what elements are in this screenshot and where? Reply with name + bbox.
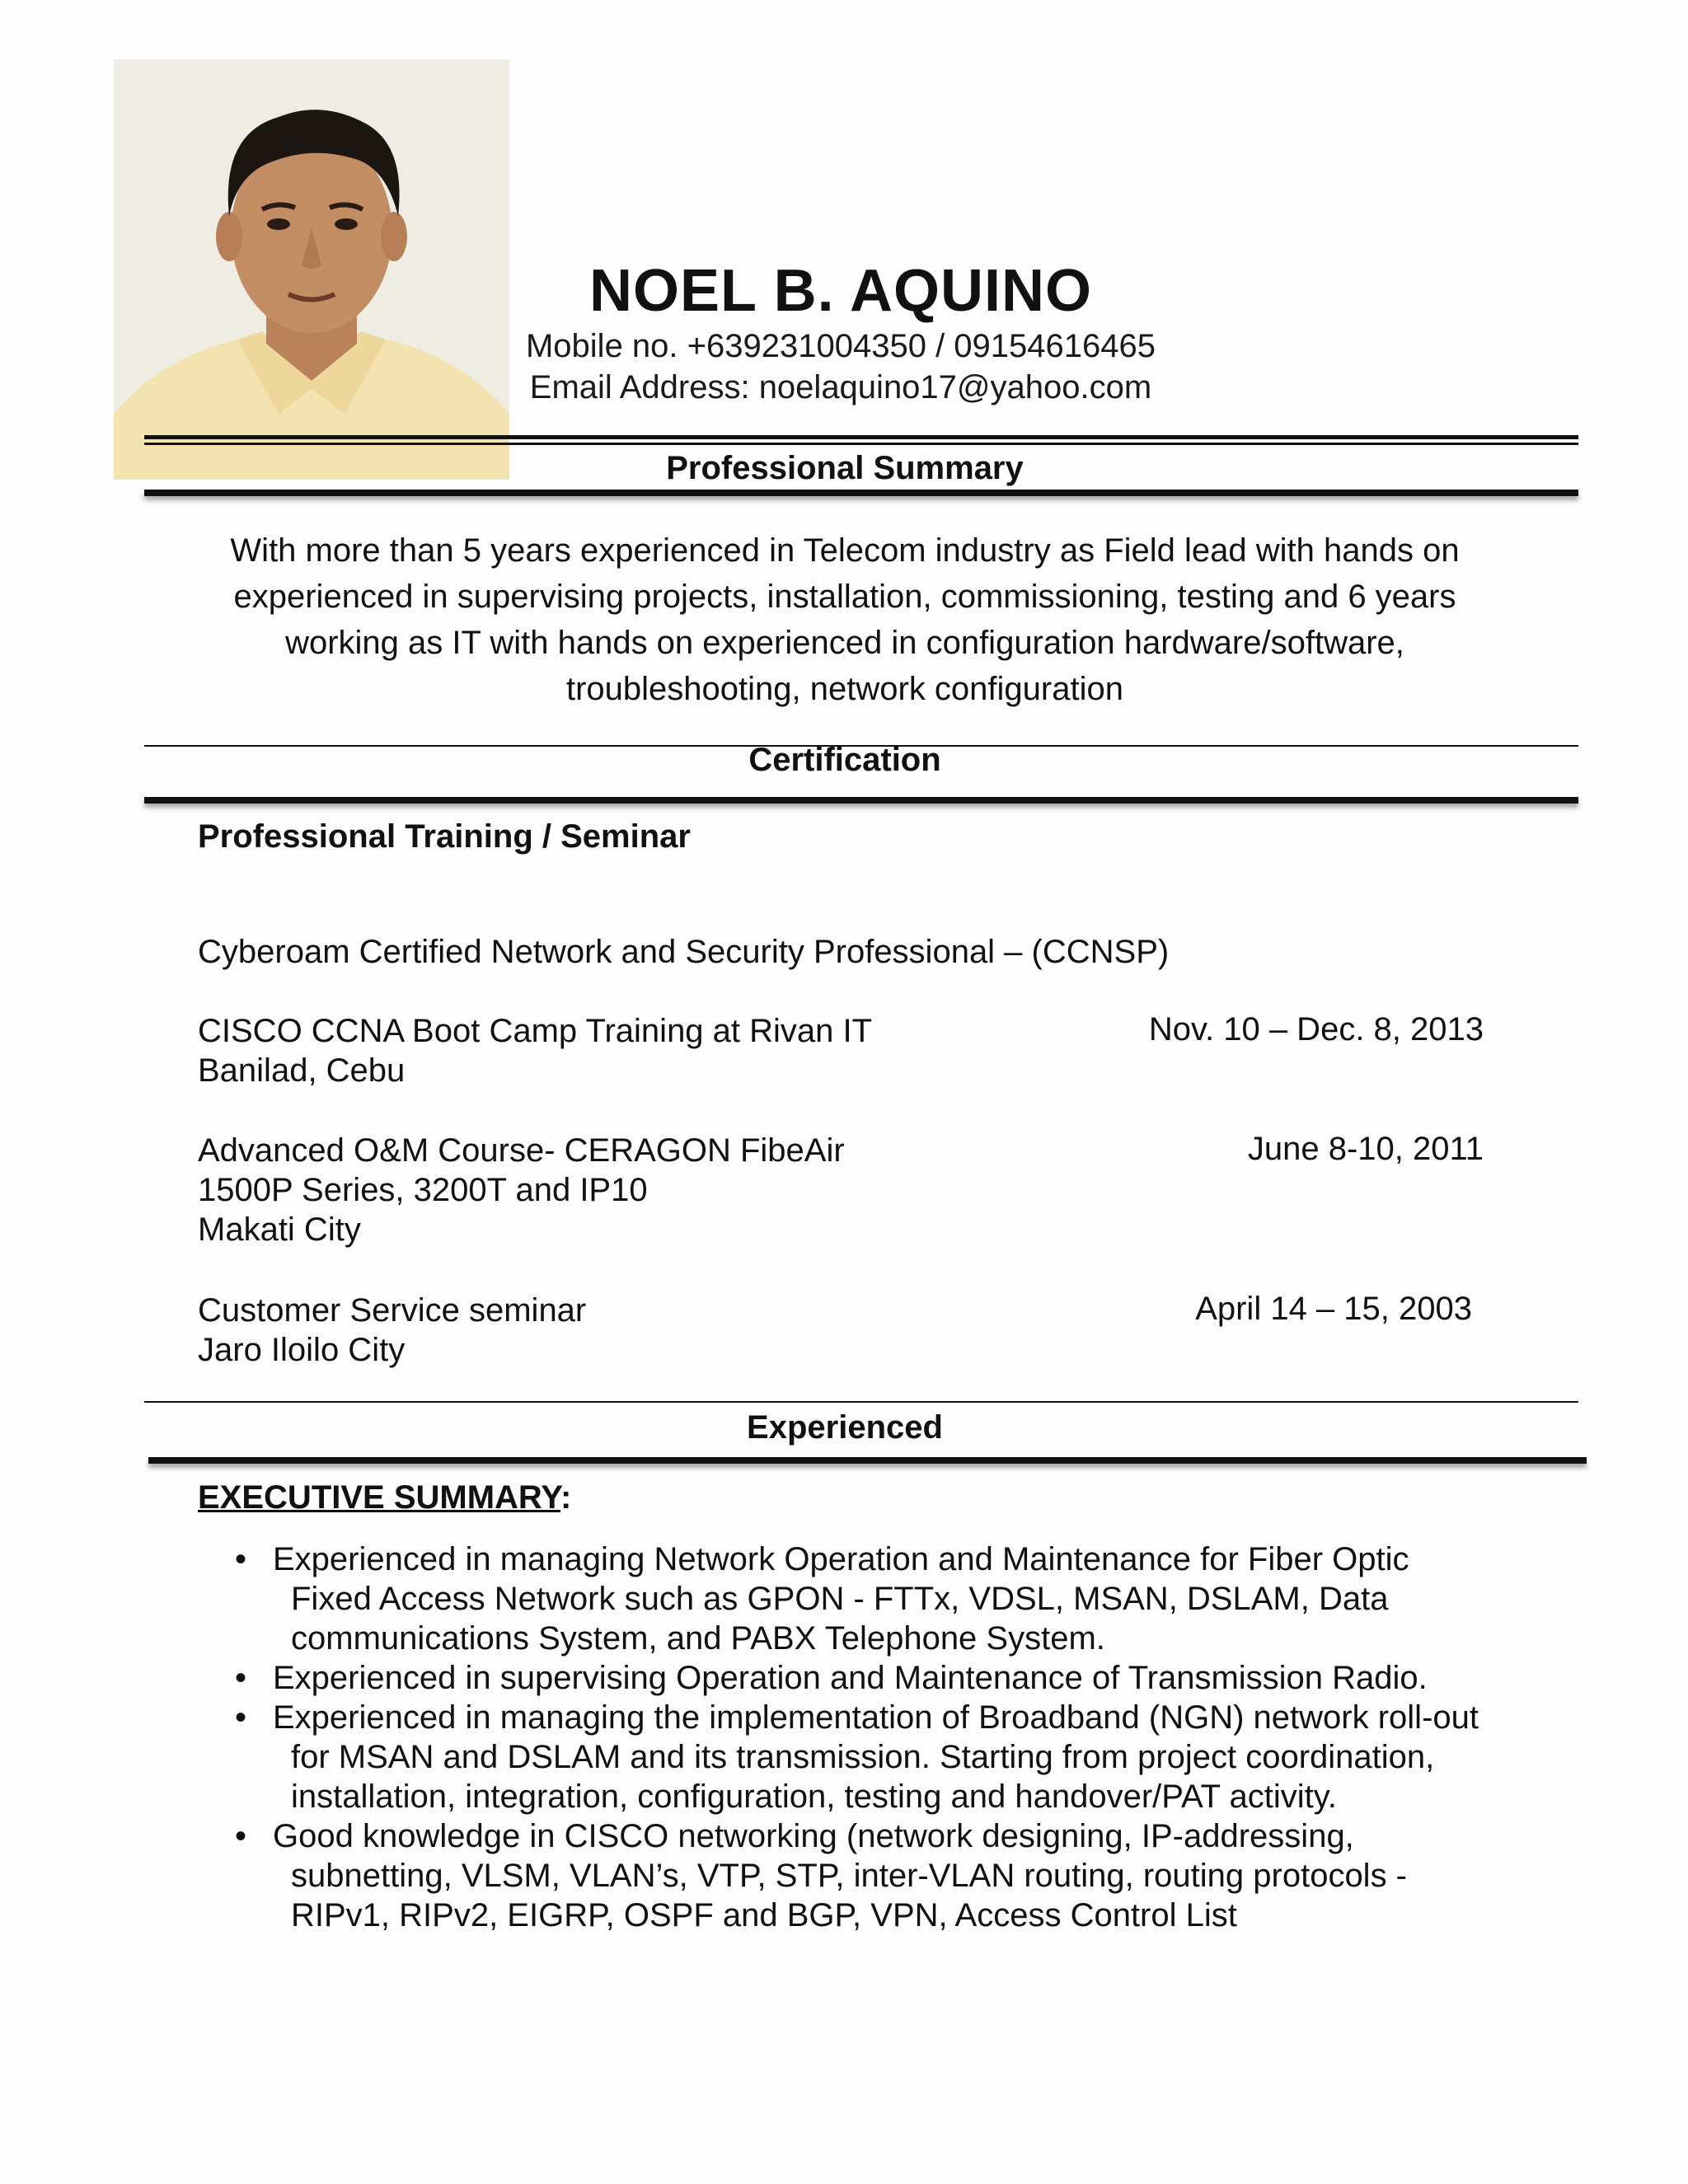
bullet-text-cont: for MSAN and DSLAM and its transmission. Starting from project coordination, [291,1739,1435,1775]
executive-summary-list [235,1540,1492,1935]
bullet-text-cont: subnetting, VLSM, VLAN’s, VTP, STP, inter-VLAN routing, routing protocols - [291,1858,1408,1894]
profile-photo [114,59,509,480]
cert-title: Customer Service seminar [198,1292,587,1329]
bullet-text-cont: communications System, and PABX Telephone System. [291,1620,1105,1657]
bullet-text-cont: RIPv1, RIPv2, EIGRP, OSPF and BGP, VPN, Access Control List [291,1897,1237,1933]
list-item [235,1540,1492,1658]
cert-detail: 1500P Series, 3200T and IP10 [198,1172,648,1208]
list-item [235,1816,1492,1935]
certification-heading: Certification [748,742,941,778]
cert-item-ccna [198,1011,872,1090]
bullet-text: Experienced in supervising Operation and Maintenance of Transmission Radio. [273,1660,1428,1696]
professional-summary-text [206,527,1484,712]
bullet-text: Good knowledge in CISCO networking (network designing, IP-addressing, [273,1818,1354,1854]
cert-item-customer-service [198,1291,586,1370]
header-divider-top [144,435,1578,439]
training-subheading: Professional Training / Seminar [198,818,691,855]
bullet-text: Experienced in managing the implementation of Broadband (NGN) network roll-out [273,1699,1479,1736]
bullet-text-cont: Fixed Access Network such as GPON - FTTx, VDSL, MSAN, DSLAM, Data [291,1581,1389,1617]
cert-location: Banilad, Cebu [198,1052,406,1089]
candidate-name: NOEL B. AQUINO [588,258,1093,324]
cert-item-ceragon [198,1131,845,1249]
experience-heading: Experienced [747,1409,943,1446]
cert-date-ceragon: June 8-10, 2011 [1247,1131,1484,1167]
summary-line: With more than 5 years experienced in Telecom industry as Field lead with hands on [230,532,1460,569]
summary-line: troubleshooting, network configuration [566,671,1123,707]
list-item [235,1658,1492,1698]
summary-line: working as IT with hands on experienced in configuration hardware/software, [285,625,1404,661]
cert-item-ccnsp [198,932,1169,972]
cert-location: Jaro Iloilo City [198,1332,406,1368]
executive-summary-label: EXECUTIVE SUMMARY [198,1479,561,1516]
summary-line: experienced in supervising projects, installation, commissioning, testing and 6 years [233,579,1456,615]
cert-date-customer-service: April 14 – 15, 2003 [1195,1291,1472,1327]
bullet-text-cont: installation, integration, configuration, testing and handover/PAT activity. [291,1779,1337,1815]
bullet-text: Experienced in managing Network Operation and Maintenance for Fiber Optic [273,1541,1409,1577]
cert-date-ccna: Nov. 10 – Dec. 8, 2013 [1148,1011,1484,1047]
cert-title: Advanced O&M Course- CERAGON FibeAir [198,1132,845,1169]
header-divider-top-2 [144,443,1578,445]
executive-summary-colon: : [560,1479,572,1516]
mobile-number: Mobile no. +639231004350 / 09154616465 [525,328,1156,364]
list-item [235,1698,1492,1816]
professional-summary-divider [144,490,1578,496]
cert-location: Makati City [198,1212,361,1248]
executive-summary-heading [198,1479,571,1516]
professional-summary-heading: Professional Summary [666,450,1024,486]
experience-divider [148,1457,1587,1464]
experience-divider-top [144,1401,1578,1403]
certification-divider [144,797,1578,804]
email-address: Email Address: noelaquino17@yahoo.com [529,369,1152,405]
cert-title: CISCO CCNA Boot Camp Training at Rivan IT [198,1013,873,1049]
cert-title: Cyberoam Certified Network and Security Professional – (CCNSP) [198,934,1170,970]
